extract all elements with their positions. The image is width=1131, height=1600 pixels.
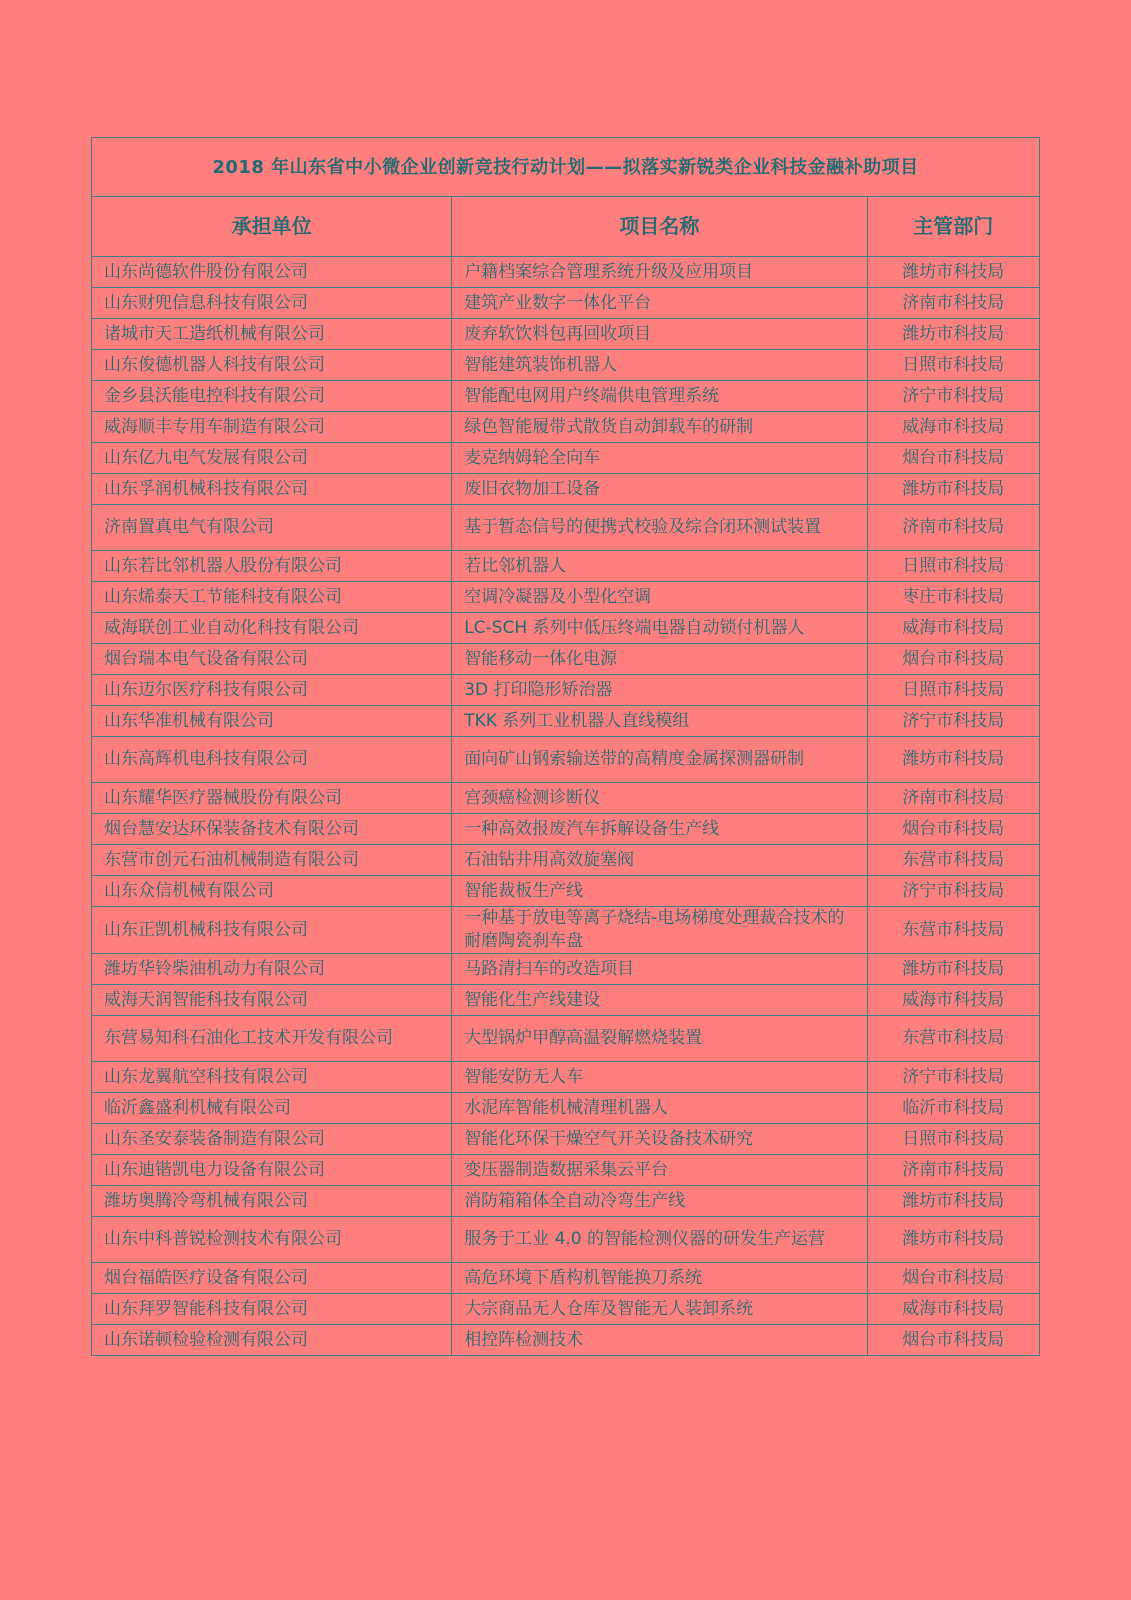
cell-dept: 东营市科技局: [867, 907, 1039, 954]
table-row: [92, 551, 1040, 582]
cell-project: 智能建筑装饰机器人: [452, 350, 867, 381]
cell-dept: 日照市科技局: [867, 1124, 1039, 1155]
cell-project: 智能化环保干燥空气开关设备技术研究: [452, 1124, 867, 1155]
table-row: [92, 288, 1040, 319]
cell-project: 建筑产业数字一体化平台: [452, 288, 867, 319]
table-row: [92, 613, 1040, 644]
table-row: [92, 505, 1040, 551]
cell-unit: 威海天润智能科技有限公司: [92, 985, 452, 1016]
cell-unit: 烟台瑞本电气设备有限公司: [92, 644, 452, 675]
cell-unit: 山东正凯机械科技有限公司: [92, 907, 452, 954]
table-row: [92, 1062, 1040, 1093]
table-row: [92, 737, 1040, 783]
table-row: [92, 644, 1040, 675]
cell-unit: 山东华准机械有限公司: [92, 706, 452, 737]
cell-unit: 潍坊奥腾冷弯机械有限公司: [92, 1186, 452, 1217]
cell-unit: 山东龙翼航空科技有限公司: [92, 1062, 452, 1093]
cell-project: 宫颈癌检测诊断仪: [452, 783, 867, 814]
table-row: [92, 845, 1040, 876]
cell-dept: 济宁市科技局: [867, 1062, 1039, 1093]
table-row: [92, 1263, 1040, 1294]
cell-dept: 东营市科技局: [867, 845, 1039, 876]
cell-project: 石油钻井用高效旋塞阀: [452, 845, 867, 876]
table-row: [92, 814, 1040, 845]
cell-dept: 烟台市科技局: [867, 814, 1039, 845]
table-row: [92, 876, 1040, 907]
cell-unit: 威海联创工业自动化科技有限公司: [92, 613, 452, 644]
cell-project: 废弃软饮料包再回收项目: [452, 319, 867, 350]
cell-unit: 山东耀华医疗器械股份有限公司: [92, 783, 452, 814]
cell-project: 高危环境下盾构机智能换刀系统: [452, 1263, 867, 1294]
table-row: [92, 319, 1040, 350]
cell-unit: 山东若比邻机器人股份有限公司: [92, 551, 452, 582]
cell-unit: 金乡县沃能电控科技有限公司: [92, 381, 452, 412]
cell-unit: 临沂鑫盛利机械有限公司: [92, 1093, 452, 1124]
cell-dept: 潍坊市科技局: [867, 1186, 1039, 1217]
cell-dept: 潍坊市科技局: [867, 954, 1039, 985]
cell-dept: 潍坊市科技局: [867, 1217, 1039, 1263]
table-row: [92, 474, 1040, 505]
cell-unit: 山东孚润机械科技有限公司: [92, 474, 452, 505]
table-row: [92, 1155, 1040, 1186]
cell-dept: 威海市科技局: [867, 613, 1039, 644]
table-row: [92, 443, 1040, 474]
cell-dept: 烟台市科技局: [867, 1325, 1039, 1356]
cell-dept: 临沂市科技局: [867, 1093, 1039, 1124]
table-row: [92, 985, 1040, 1016]
table-row: [92, 1124, 1040, 1155]
cell-project: 大宗商品无人仓库及智能无人装卸系统: [452, 1294, 867, 1325]
cell-project: TKK 系列工业机器人直线模组: [452, 706, 867, 737]
table-row: [92, 350, 1040, 381]
table-row: [92, 582, 1040, 613]
cell-project: 绿色智能履带式散货自动卸载车的研制: [452, 412, 867, 443]
cell-project: 空调冷凝器及小型化空调: [452, 582, 867, 613]
document-page: [91, 137, 1040, 1356]
cell-unit: 诸城市天工造纸机械有限公司: [92, 319, 452, 350]
cell-unit: 东营易知科石油化工技术开发有限公司: [92, 1016, 452, 1062]
cell-dept: 烟台市科技局: [867, 644, 1039, 675]
cell-unit: 山东拜罗智能科技有限公司: [92, 1294, 452, 1325]
cell-unit: 威海顺丰专用车制造有限公司: [92, 412, 452, 443]
table-row: [92, 1186, 1040, 1217]
table-row: [92, 706, 1040, 737]
cell-dept: 济南市科技局: [867, 1155, 1039, 1186]
table-row: [92, 1016, 1040, 1062]
cell-dept: 烟台市科技局: [867, 1263, 1039, 1294]
cell-unit: 山东财兜信息科技有限公司: [92, 288, 452, 319]
cell-unit: 山东众信机械有限公司: [92, 876, 452, 907]
cell-project: 水泥库智能机械清理机器人: [452, 1093, 867, 1124]
cell-dept: 济南市科技局: [867, 783, 1039, 814]
table-title: 2018 年山东省中小微企业创新竞技行动计划——拟落实新锐类企业科技金融补助项目: [92, 138, 1040, 197]
cell-dept: 日照市科技局: [867, 350, 1039, 381]
cell-project: 消防箱箱体全自动冷弯生产线: [452, 1186, 867, 1217]
cell-dept: 东营市科技局: [867, 1016, 1039, 1062]
header-project: 项目名称: [452, 197, 867, 257]
header-unit: 承担单位: [92, 197, 452, 257]
cell-dept: 潍坊市科技局: [867, 257, 1039, 288]
cell-project: 智能裁板生产线: [452, 876, 867, 907]
cell-project: 智能化生产线建设: [452, 985, 867, 1016]
cell-dept: 枣庄市科技局: [867, 582, 1039, 613]
cell-project: 3D 打印隐形矫治器: [452, 675, 867, 706]
cell-project: 基于暂态信号的便携式校验及综合闭环测试装置: [452, 505, 867, 551]
cell-dept: 潍坊市科技局: [867, 319, 1039, 350]
cell-dept: 威海市科技局: [867, 1294, 1039, 1325]
cell-dept: 济宁市科技局: [867, 706, 1039, 737]
cell-project: LC-SCH 系列中低压终端电器自动锁付机器人: [452, 613, 867, 644]
cell-project: 一种基于放电等离子烧结-电场梯度处理裁合技术的耐磨陶瓷刹车盘: [452, 907, 867, 954]
cell-dept: 日照市科技局: [867, 675, 1039, 706]
cell-project: 智能安防无人车: [452, 1062, 867, 1093]
cell-dept: 济宁市科技局: [867, 876, 1039, 907]
cell-project: 若比邻机器人: [452, 551, 867, 582]
cell-dept: 烟台市科技局: [867, 443, 1039, 474]
cell-unit: 山东尚德软件股份有限公司: [92, 257, 452, 288]
cell-unit: 烟台慧安达环保装备技术有限公司: [92, 814, 452, 845]
table-row: [92, 907, 1040, 954]
title-row: [92, 138, 1040, 197]
cell-dept: 潍坊市科技局: [867, 737, 1039, 783]
header-dept: 主管部门: [867, 197, 1039, 257]
cell-dept: 威海市科技局: [867, 985, 1039, 1016]
table-row: [92, 381, 1040, 412]
table-row: [92, 257, 1040, 288]
cell-unit: 山东中科普锐检测技术有限公司: [92, 1217, 452, 1263]
table-row: [92, 675, 1040, 706]
cell-unit: 山东俊德机器人科技有限公司: [92, 350, 452, 381]
cell-unit: 烟台福皓医疗设备有限公司: [92, 1263, 452, 1294]
table-row: [92, 1093, 1040, 1124]
cell-dept: 日照市科技局: [867, 551, 1039, 582]
cell-dept: 济南市科技局: [867, 505, 1039, 551]
cell-dept: 威海市科技局: [867, 412, 1039, 443]
cell-unit: 山东迪锴凯电力设备有限公司: [92, 1155, 452, 1186]
cell-unit: 山东亿九电气发展有限公司: [92, 443, 452, 474]
cell-project: 智能移动一体化电源: [452, 644, 867, 675]
table-row: [92, 412, 1040, 443]
table-row: [92, 954, 1040, 985]
cell-unit: 潍坊华铃柴油机动力有限公司: [92, 954, 452, 985]
cell-unit: 山东诺顿检验检测有限公司: [92, 1325, 452, 1356]
cell-dept: 济南市科技局: [867, 288, 1039, 319]
table-row: [92, 783, 1040, 814]
cell-project: 麦克纳姆轮全向车: [452, 443, 867, 474]
subsidy-table: [91, 137, 1040, 1356]
header-row: [92, 197, 1040, 257]
table-row: [92, 1294, 1040, 1325]
cell-project: 一种高效报废汽车拆解设备生产线: [452, 814, 867, 845]
cell-unit: 济南置真电气有限公司: [92, 505, 452, 551]
cell-unit: 山东烯泰天工节能科技有限公司: [92, 582, 452, 613]
cell-project: 马路清扫车的改造项目: [452, 954, 867, 985]
cell-unit: 山东高辉机电科技有限公司: [92, 737, 452, 783]
cell-project: 户籍档案综合管理系统升级及应用项目: [452, 257, 867, 288]
cell-unit: 山东迈尔医疗科技有限公司: [92, 675, 452, 706]
cell-project: 废旧衣物加工设备: [452, 474, 867, 505]
cell-project: 服务于工业 4.0 的智能检测仪器的研发生产运营: [452, 1217, 867, 1263]
table-row: [92, 1217, 1040, 1263]
cell-project: 相控阵检测技术: [452, 1325, 867, 1356]
cell-project: 大型锅炉甲醇高温裂解燃烧装置: [452, 1016, 867, 1062]
cell-unit: 山东圣安泰装备制造有限公司: [92, 1124, 452, 1155]
table-row: [92, 1325, 1040, 1356]
cell-dept: 潍坊市科技局: [867, 474, 1039, 505]
cell-project: 智能配电网用户终端供电管理系统: [452, 381, 867, 412]
cell-project: 面向矿山钢索输送带的高精度金属探测器研制: [452, 737, 867, 783]
cell-dept: 济宁市科技局: [867, 381, 1039, 412]
cell-project: 变压器制造数据采集云平台: [452, 1155, 867, 1186]
cell-unit: 东营市创元石油机械制造有限公司: [92, 845, 452, 876]
